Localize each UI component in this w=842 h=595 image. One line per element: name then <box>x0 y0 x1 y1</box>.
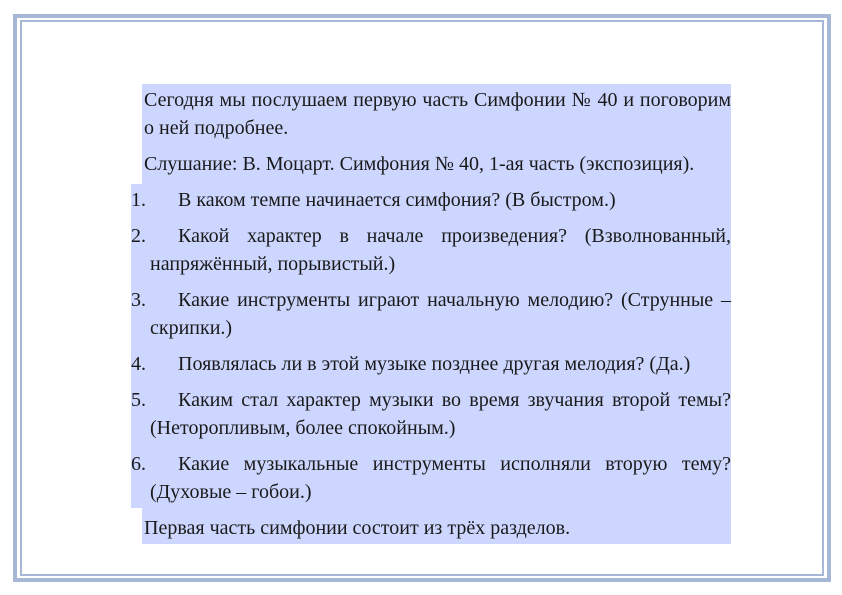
question-item <box>131 448 731 508</box>
question-text: Какой характер в начале произведения? (Взволнованный, напряжённый, порывистый.) <box>150 225 731 275</box>
slide-text-body <box>131 84 731 544</box>
question-item <box>131 284 731 344</box>
question-text: Появлялась ли в этой музыке позднее другая мелодия? (Да.) <box>178 353 691 375</box>
question-number: 3. <box>131 289 146 311</box>
question-item <box>131 220 731 280</box>
question-number: 2. <box>131 225 146 247</box>
question-number: 1. <box>131 189 146 211</box>
intro-paragraph: Сегодня мы послушаем первую часть Симфонии № 40 и поговорим о ней подробнее. <box>142 84 731 144</box>
question-item <box>131 384 731 444</box>
question-text: Какие музыкальные инструменты исполняли вторую тему? (Духовые – гобои.) <box>150 453 731 503</box>
question-text: Какие инструменты играют начальную мелодию? (Струнные – скрипки.) <box>150 289 731 339</box>
question-text: В каком темпе начинается симфония? (В быстром.) <box>178 189 616 211</box>
question-text: Каким стал характер музыки во время звучания второй темы? (Неторопливым, более спокойным.) <box>150 389 731 439</box>
question-number: 4. <box>131 353 146 375</box>
question-item <box>131 348 731 380</box>
question-item <box>131 184 731 216</box>
question-number: 5. <box>131 389 146 411</box>
question-number: 6. <box>131 453 146 475</box>
listening-paragraph: Слушание: В. Моцарт. Симфония № 40, 1-ая часть (экспозиция). <box>142 148 731 180</box>
conclusion-paragraph: Первая часть симфонии состоит из трёх разделов. <box>142 512 731 544</box>
